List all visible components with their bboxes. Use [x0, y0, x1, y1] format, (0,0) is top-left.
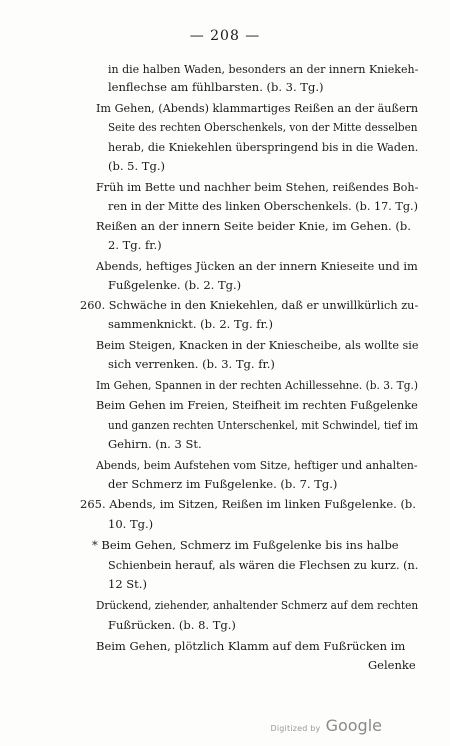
text-line: Abends, heftiges Jücken an der innern Knieseite und im: [96, 259, 418, 273]
digitization-watermark: [270, 716, 382, 735]
text-line: in die halben Waden, besonders an der innern Kniekeh-: [108, 62, 419, 76]
text-line: Beim Gehen, plötzlich Klamm auf dem Fußrücken im: [96, 639, 406, 653]
text-line: * Beim Gehen, Schmerz im Fußgelenke bis ins halbe: [92, 538, 399, 552]
text-line: 260. Schwäche in den Kniekehlen, daß er unwillkürlich zu-: [80, 298, 419, 312]
text-line: herab, die Kniekehlen überspringend bis in die Waden.: [108, 140, 419, 154]
text-line: Früh im Bette und nachher beim Stehen, reißendes Boh-: [96, 180, 419, 194]
digitized-by-label: Digitized by: [270, 724, 321, 733]
text-line: Fußgelenke. (b. 2. Tg.): [108, 278, 242, 292]
text-line: Beim Steigen, Knacken in der Kniescheibe, als wollte sie: [96, 338, 419, 352]
text-line: Drückend, ziehender, anhaltender Schmerz auf dem rechten: [96, 598, 419, 612]
page-number: — 208 —: [189, 28, 261, 44]
text-line: der Schmerz im Fußgelenke. (b. 7. Tg.): [108, 477, 338, 491]
text-line: 12 St.): [108, 577, 147, 591]
google-logo: Google: [325, 716, 382, 735]
text-line: sammenknickt. (b. 2. Tg. fr.): [108, 317, 273, 331]
text-line: und ganzen rechten Unterschenkel, mit Schwindel, tief im: [108, 418, 419, 432]
text-line: ren in der Mitte des linken Oberschenkels. (b. 17. Tg.): [108, 199, 418, 213]
text-line: Abends, beim Aufstehen vom Sitze, heftiger und anhalten-: [96, 458, 418, 472]
text-line: 265. Abends, im Sitzen, Reißen im linken Fußgelenke. (b.: [80, 497, 416, 511]
text-line: sich verrenken. (b. 3. Tg. fr.): [108, 357, 275, 371]
text-line: lenflechse am fühlbarsten. (b. 3. Tg.): [108, 80, 324, 94]
text-line: Im Gehen, Spannen in der rechten Achillessehne. (b. 3. Tg.): [96, 378, 418, 392]
text-line: 2. Tg. fr.): [108, 238, 162, 252]
text-line: Gelenke: [368, 658, 416, 672]
text-line: Seite des rechten Oberschenkels, von der Mitte desselben: [108, 120, 418, 134]
text-line: Gehirn. (n. 3 St.: [108, 437, 202, 451]
text-line: 10. Tg.): [108, 517, 154, 531]
text-line: Im Gehen, (Abends) klammartiges Reißen an der äußern: [96, 101, 419, 115]
text-line: Beim Gehen im Freien, Steifheit im rechten Fußgelenke: [96, 398, 418, 412]
text-line: Schienbein herauf, als wären die Flechsen zu kurz. (n.: [108, 558, 419, 572]
text-line: (b. 5. Tg.): [108, 159, 165, 173]
text-line: Reißen an der innern Seite beider Knie, im Gehen. (b.: [96, 219, 411, 233]
text-line: Fußrücken. (b. 8. Tg.): [108, 618, 236, 632]
